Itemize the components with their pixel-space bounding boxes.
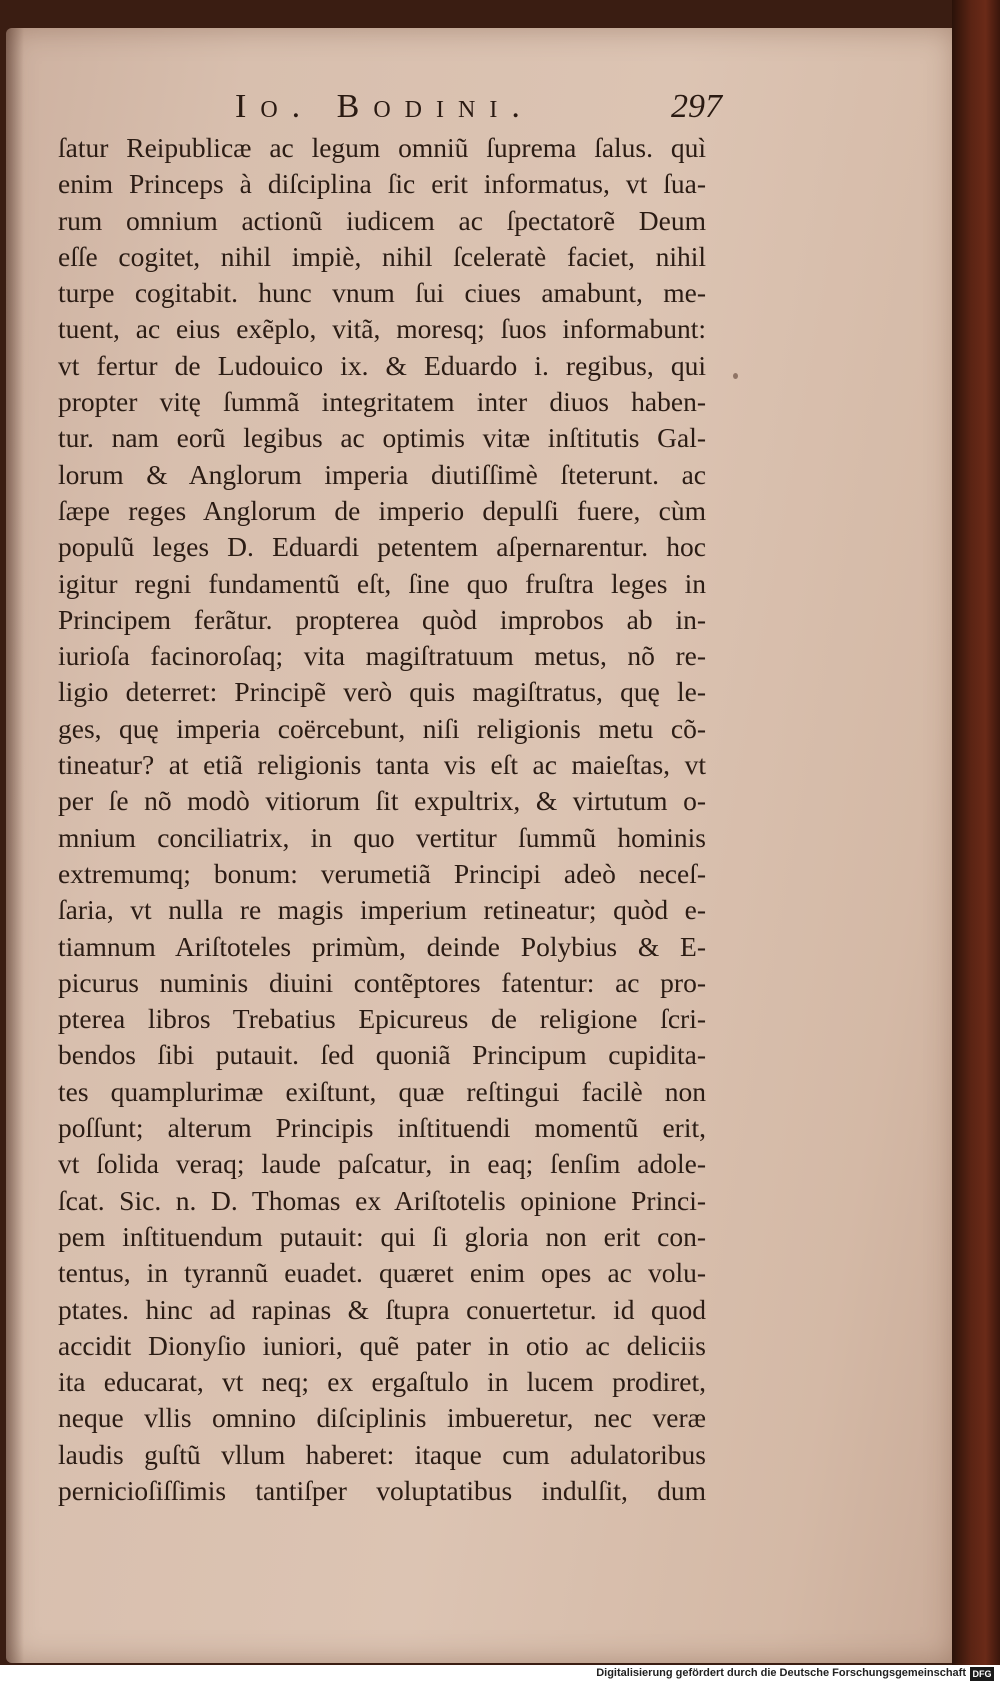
text-line: iurioſa facinoroſaq; vita magiſtratuum metus, nõ re- <box>58 640 706 672</box>
text-line: tur. nam eorũ legibus ac optimis vitæ inſtitutis Gal- <box>58 422 706 454</box>
text-line: ſaria, vt nulla re magis imperium retineatur; quòd e- <box>58 894 706 926</box>
text-line: tineatur? at etiã religionis tanta vis eſt ac maieſtas, vt <box>58 749 706 781</box>
text-line: accidit Dionyſio iuniori, quẽ pater in otio ac deliciis <box>58 1329 706 1361</box>
text-line: pterea libros Trebatius Epicureus de religione ſcri- <box>58 1003 706 1035</box>
text-line: pem inſtituendum putauit: qui ſi gloria non erit con- <box>58 1220 706 1252</box>
text-line: ita educarat, vt neq; ex ergaſtulo in lucem prodiret, <box>58 1366 706 1398</box>
text-line: lorum & Anglorum imperia diutiſſimè ſteterunt. ac <box>58 458 706 490</box>
text-line: ligio deterret: Principẽ verò quis magiſtratus, quę le- <box>58 676 706 708</box>
body-text <box>58 130 706 1509</box>
page-number: 297 <box>671 88 722 125</box>
text-line: per ſe nõ modò vitiorum ſit expultrix, & virtutum o- <box>58 785 706 817</box>
text-line: tiamnum Ariſtoteles primùm, deinde Polybius & E- <box>58 930 706 962</box>
digitization-footer <box>0 1665 1000 1685</box>
text-line: rum omnium actionũ iudicem ac ſpectatorẽ Deum <box>58 204 706 236</box>
text-line: ges, quę imperia coërcebunt, niſi religionis metu cõ- <box>58 712 706 744</box>
text-line: vt fertur de Ludouico ix. & Eduardo i. regibus, qui <box>58 349 706 381</box>
text-line: turpe cogitabit. hunc vnum ſui ciues amabunt, me- <box>58 277 706 309</box>
text-line: ſatur Reipublicæ ac legum omniũ ſuprema ſalus. quì <box>58 132 706 163</box>
text-line: eſſe cogitet, nihil impiè, nihil ſceleratè faciet, nihil <box>58 240 706 272</box>
text-line: ſcat. Sic. n. D. Thomas ex Ariſtotelis opinione Princi- <box>58 1184 706 1216</box>
text-line: tes quamplurimæ exiſtunt, quæ reſtingui facilè non <box>58 1075 706 1107</box>
dfg-logo: DFG <box>970 1667 994 1681</box>
text-line: pernicioſiſſimis tantiſper voluptatibus indulſit, dum <box>58 1474 706 1506</box>
text-line: tuent, ac eius exẽplo, vitã, moresq; ſuos informabunt: <box>58 313 706 345</box>
text-line: neque vllis omnino diſciplinis imbueretur, nec veræ <box>58 1402 706 1434</box>
text-line: propter vitę ſummã integritatem inter diuos haben- <box>58 386 706 418</box>
text-line: picurus numinis diuini contẽptores fatentur: ac pro- <box>58 966 706 998</box>
running-head-title: Io. Bodini. <box>235 88 534 125</box>
text-line: poſſunt; alterum Principis inſtituendi momentũ erit, <box>58 1112 706 1144</box>
book-spine-edge <box>952 0 1000 1665</box>
text-line: vt ſolida veraq; laude paſcatur, in eaq; ſenſim adole- <box>58 1148 706 1180</box>
text-line: extremumq; bonum: verumetiã Principi adeò neceſ- <box>58 857 706 889</box>
text-line: tentus, in tyrannũ euadet. quæret enim opes ac volu- <box>58 1257 706 1289</box>
text-line: enim Princeps à diſciplina ſic erit informatus, vt ſua- <box>58 168 706 200</box>
page-fold-shadow <box>6 28 24 1663</box>
text-line: mnium conciliatrix, in quo vertitur ſummũ hominis <box>58 821 706 853</box>
text-line: laudis guſtũ vllum haberet: itaque cum adulatoribus <box>58 1438 706 1470</box>
text-line: igitur regni fundamentũ eſt, ſine quo fruſtra leges in <box>58 567 706 599</box>
text-line: bendos ſibi putauit. ſed quoniã Principum cupidita- <box>58 1039 706 1071</box>
text-line: ſæpe reges Anglorum de imperio depulſi fuere, cùm <box>58 494 706 526</box>
funding-credit: Digitalisierung gefördert durch die Deutsche Forschungsgemeinschaft <box>596 1667 966 1679</box>
text-line: ptates. hinc ad rapinas & ſtupra conuertetur. id quod <box>58 1293 706 1325</box>
text-line: Principem ferãtur. propterea quòd improbos ab in- <box>58 603 706 635</box>
text-line: populũ leges D. Eduardi petentem aſpernarentur. hoc <box>58 531 706 563</box>
paper-speck <box>733 373 738 379</box>
